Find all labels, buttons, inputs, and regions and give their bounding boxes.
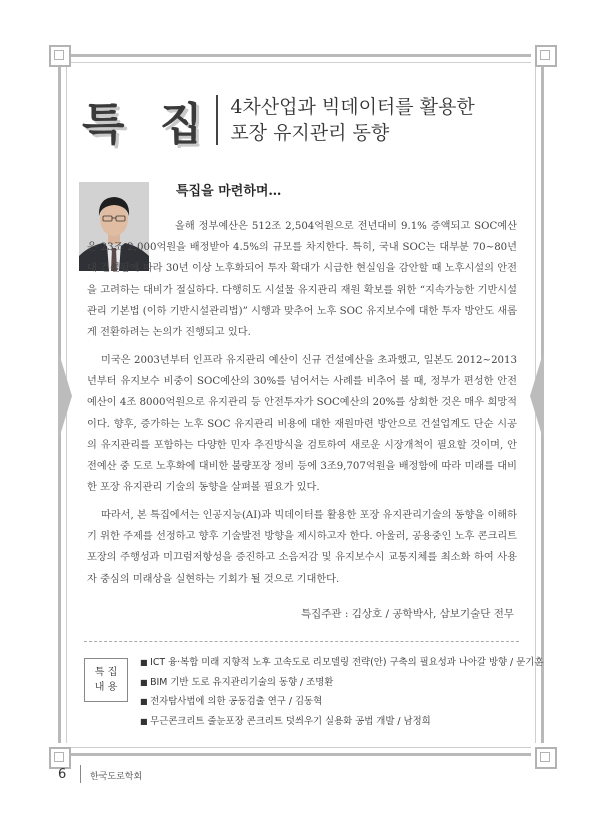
contents-item: ■ ICT 융·복합 미래 지향적 노후 고속도로 리모델링 전략(안) 구축의 필요성과 나아갈 방향 / 문기훈 — [140, 653, 543, 673]
contents-label: 내 용 — [94, 682, 118, 693]
contents-list — [140, 653, 543, 731]
dashed-divider — [84, 641, 519, 642]
publisher-name: 한국도로학회 — [90, 772, 143, 782]
article-header — [82, 90, 475, 150]
title-line: 4차산업과 빅데이터를 활용한 — [230, 96, 475, 118]
page-number: 6 — [58, 767, 67, 782]
contents-label: 특 집 — [94, 667, 118, 678]
contents-item: ■ 전자탐사법에 의한 공동검출 연구 / 김동혁 — [140, 692, 543, 712]
article-title — [230, 94, 474, 146]
frame-corner-ornament — [45, 743, 71, 769]
body-paragraph: 미국은 2003년부터 인프라 유지관리 예산이 신규 건설예산을 초과했고, 일본도 2012~2013년부터 유지보수 비중이 SOC예산의 30%를 넘어서는 사례를 비추어 볼 때, 정부가 편성한 안전예산이 4조 8000억원으로 유지관리 등 안전투자가 SOC예산의 20%를 상회한 것은 매우 희망적이다. 향후, 증가하는 노후 SOC 유지관리 비용에 대한 재원마련 방안으로 건설업계도 단순 시공의 유지관리를 포함하는 다양한 민자 추진방식을 검토하여 새로운 시장개척이 필요할 것이며, 안전예산 중 도로 노후화에 대비한 불량포장 정비 등에 3조9,707억원을 배정함에 따라 미래를 대비한 포장 유지관리 기술의 동향을 살펴볼 필요가 있다. — [87, 355, 517, 494]
body-paragraph: 따라서, 본 특집에서는 인공지능(AI)과 빅데이터를 활용한 포장 유지관리기술의 동향을 이해하기 위한 주제를 선정하고 향후 기술발전 방향을 제시하고자 한다. 아울러, 공용중인 노후 콘크리트 포장의 주행성과 미끄럼저항성을 증진하고 소음저감 및 유지보수시 교통지체를 최소화 하여 사용자 중심의 미래상을 실현하는 기회가 될 것으로 기대한다. — [87, 510, 517, 585]
frame-side-triangle — [58, 350, 72, 442]
title-line: 포장 유지관리 동향 — [230, 122, 390, 144]
section-tag: 특 집 — [82, 99, 213, 150]
frame-corner-ornament — [45, 41, 71, 67]
contents-label-box — [84, 658, 128, 702]
footer-divider — [80, 765, 81, 783]
body-paragraph: 올해 정부예산은 512조 2,504억원으로 전년대비 9.1% 증액되고 SOC예산은 23조 2,000억원을 배정받아 4.5%의 규모를 차지한다. 특히, 국내 SOC는 대부분 70~80년대 건설됨에 따라 30년 이상 노후화되어 투자 확대가 시급한 현실임을 감안할 때 노후시설의 안전을 고려하는 대비가 절실하다. 다행히도 시설물 유지관리 재원 확보를 위한 “지속가능한 기반시설 관리 기본법 (이하 기반시설관리법)” 시행과 맞추어 노후 SOC 유지보수에 대한 투자 방안도 새롭게 전환하려는 논의가 진행되고 있다. — [87, 221, 517, 339]
contents-item: ■ BIM 기반 도로 유지관리기술의 동향 / 조명환 — [140, 673, 543, 693]
contents-item: ■ 무근콘크리트 줄눈포장 콘크리트 덧씌우기 실용화 공법 개발 / 남정희 — [140, 712, 543, 732]
frame-corner-ornament — [531, 743, 557, 769]
section-subtitle: 특집을 마련하며… — [176, 184, 282, 199]
frame-corner-ornament — [531, 41, 557, 67]
frame-side-triangle — [530, 350, 544, 442]
author-signature: 특집주관 : 김상호 / 공학박사, 삼보기술단 전무 — [300, 608, 514, 620]
header-divider — [216, 95, 218, 145]
